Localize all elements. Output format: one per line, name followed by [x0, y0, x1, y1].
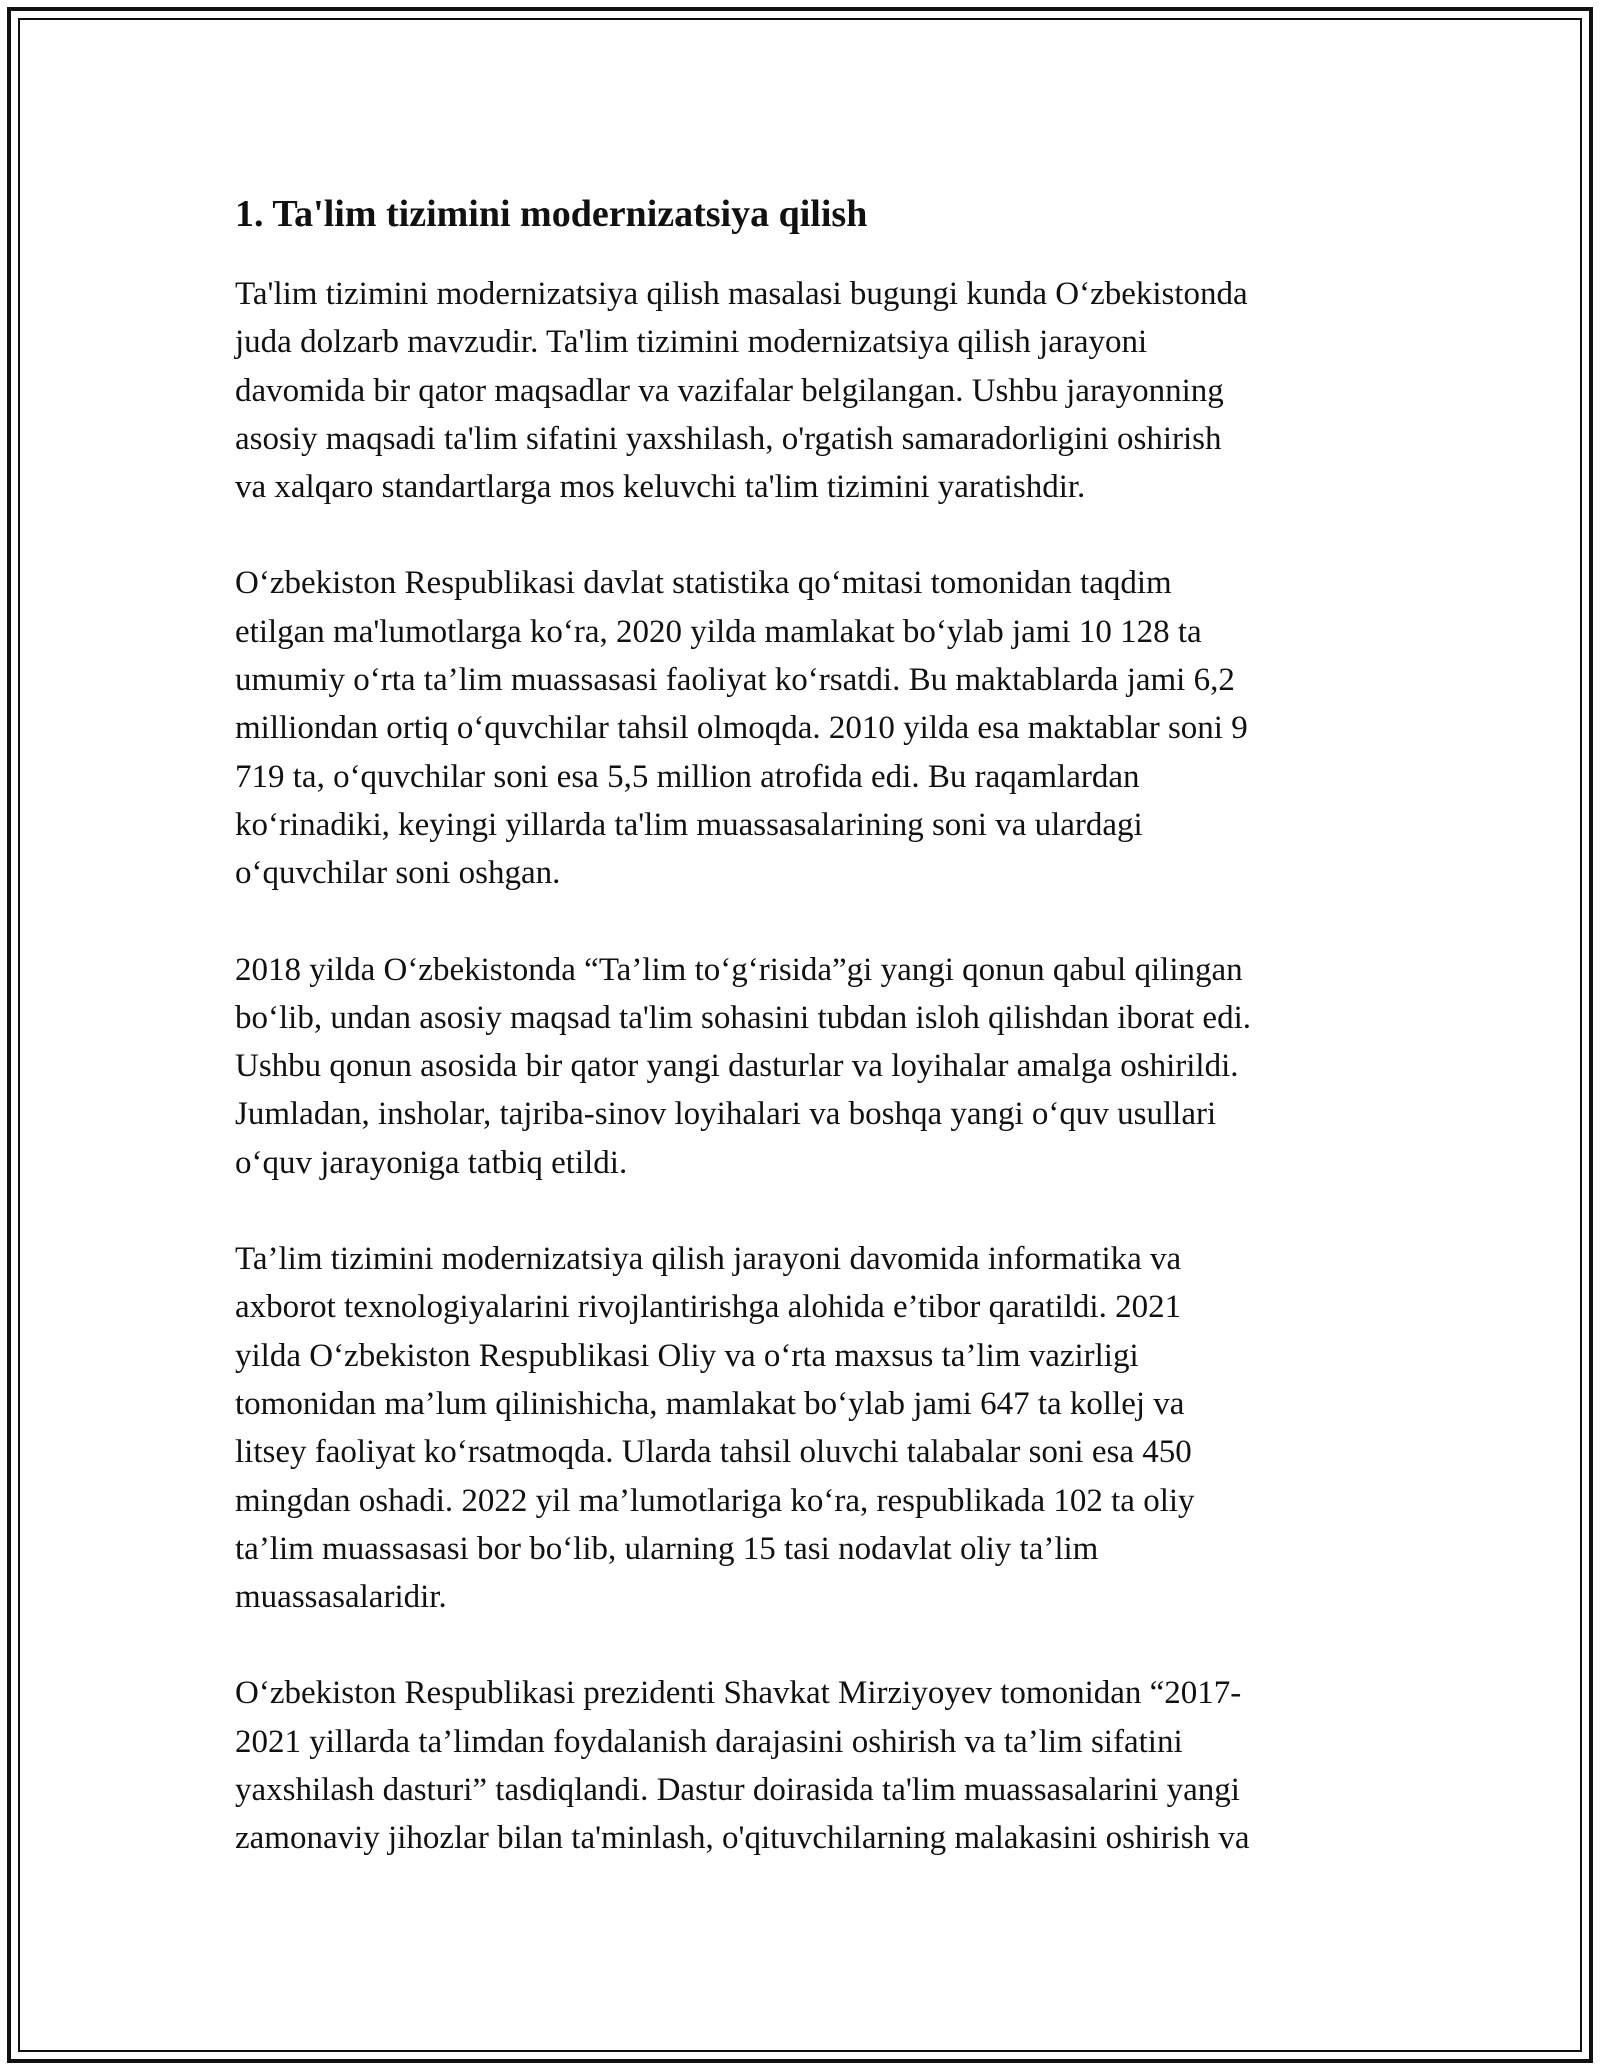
text-line: ko‘rinadiki, keyingi yillarda ta'lim muassasalarining soni va ulardagi: [235, 806, 1143, 843]
text-line: litsey faoliyat ko‘rsatmoqda. Ularda tahsil oluvchi talabalar soni esa 450: [235, 1434, 1192, 1471]
text-line: tomonidan ma’lum qilinishicha, mamlakat bo‘ylab jami 647 ta kollej va: [235, 1385, 1185, 1422]
text-line: davomida bir qator maqsadlar va vazifalar belgilangan. Ushbu jarayonning: [235, 372, 1224, 409]
text-line: yaxshilash dasturi” tasdiqlandi. Dastur doirasida ta'lim muassasalarini yangi: [235, 1772, 1240, 1809]
text-line: Ta'lim tizimini modernizatsiya qilish masalasi bugungi kunda O‘zbekistonda: [235, 276, 1248, 312]
text-line: zamonaviy jihozlar bilan ta'minlash, o'qituvchilarning malakasini oshirish va: [235, 1820, 1250, 1857]
text-line: mingdan oshadi. 2022 yil ma’lumotlariga ko‘ra, respublikada 102 ta oliy: [235, 1482, 1195, 1519]
paragraph-informatics: [235, 1235, 1370, 1621]
text-line: yilda O‘zbekiston Respublikasi Oliy va o‘rta maxsus ta’lim vazirligi: [235, 1337, 1139, 1374]
text-line: va xalqaro standartlarga mos keluvchi ta'lim tizimini yaratishdir.: [235, 469, 1086, 506]
text-line: 2018 yilda O‘zbekistonda “Ta’lim to‘g‘risida”gi yangi qonun qabul qilingan: [235, 951, 1243, 988]
paragraph-law-2018: [235, 946, 1370, 1187]
text-line: juda dolzarb mavzudir. Ta'lim tizimini modernizatsiya qilish jarayoni: [235, 324, 1148, 361]
text-line: Ta’lim tizimini modernizatsiya qilish jarayoni davomida informatika va: [235, 1241, 1182, 1278]
text-line: Ushbu qonun asosida bir qator yangi dasturlar va loyihalar amalga oshirildi.: [235, 1048, 1239, 1085]
document-body: [235, 188, 1370, 1911]
text-line: o‘quv jarayoniga tatbiq etildi.: [235, 1144, 628, 1181]
paragraph-president-program: [235, 1669, 1370, 1862]
text-line: milliondan ortiq o‘quvchilar tahsil olmoqda. 2010 yilda esa maktablar soni 9: [235, 710, 1248, 747]
text-line: etilgan ma'lumotlarga ko‘ra, 2020 yilda mamlakat bo‘ylab jami 10 128 ta: [235, 613, 1202, 650]
text-line: 2021 yillarda ta’limdan foydalanish darajasini oshirish va ta’lim sifatini: [235, 1723, 1183, 1760]
paragraph-intro: [235, 270, 1370, 511]
text-line: Jumladan, insholar, tajriba-sinov loyihalari va boshqa yangi o‘quv usullari: [235, 1096, 1217, 1133]
text-line: o‘quvchilar soni oshgan.: [235, 855, 561, 892]
text-line: asosiy maqsadi ta'lim sifatini yaxshilash, o'rgatish samaradorligini oshirish: [235, 420, 1222, 457]
text-line: muassasalaridir.: [235, 1579, 447, 1616]
text-line: O‘zbekiston Respublikasi prezidenti Shavkat Mirziyoyev tomonidan “2017-: [235, 1675, 1242, 1712]
section-heading: 1. Ta'lim tizimini modernizatsiya qilish: [235, 193, 868, 235]
text-line: axborot texnologiyalarini rivojlantirishga alohida e’tibor qaratildi. 2021: [235, 1289, 1182, 1326]
text-line: umumiy o‘rta ta’lim muassasasi faoliyat ko‘rsatdi. Bu maktablarda jami 6,2: [235, 662, 1235, 699]
text-line: O‘zbekiston Respublikasi davlat statistika qo‘mitasi tomonidan taqdim: [235, 565, 1172, 602]
text-line: bo‘lib, undan asosiy maqsad ta'lim sohasini tubdan isloh qilishdan iborat edi.: [235, 999, 1251, 1036]
paragraph-statistics: [235, 559, 1370, 897]
text-line: ta’lim muassasasi bor bo‘lib, ularning 15 tasi nodavlat oliy ta’lim: [235, 1530, 1099, 1567]
text-line: 719 ta, o‘quvchilar soni esa 5,5 million atrofida edi. Bu raqamlardan: [235, 758, 1140, 795]
